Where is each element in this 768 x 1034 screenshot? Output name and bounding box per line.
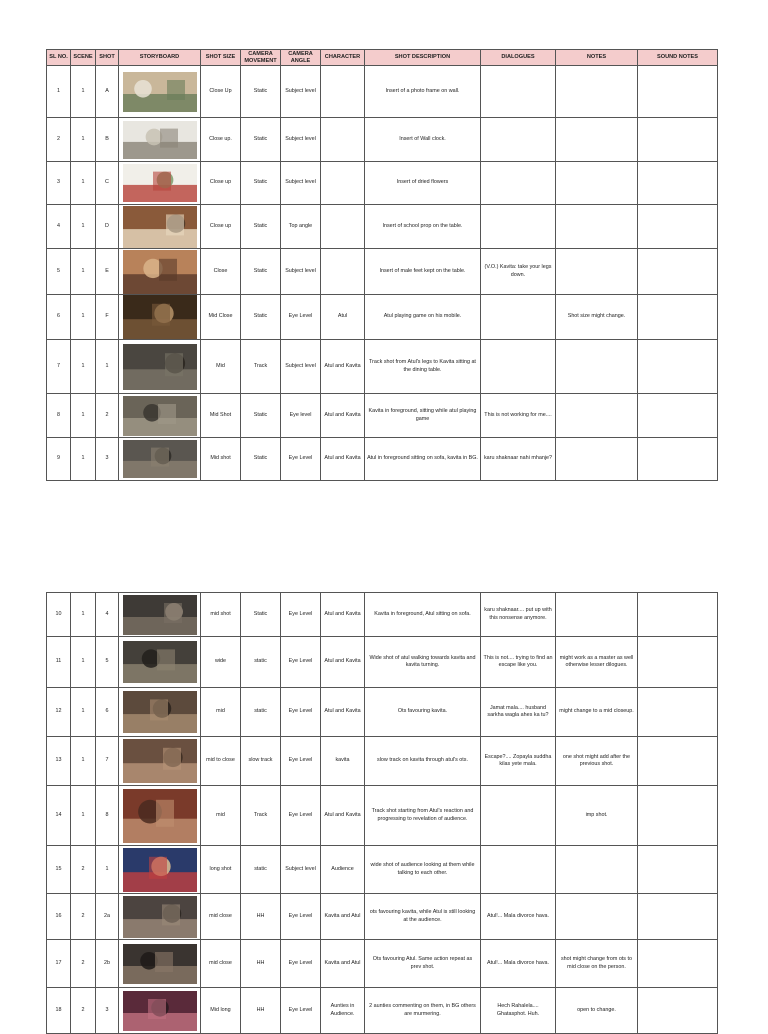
table-row [47, 66, 718, 118]
shot-description-cell: Insert of a photo frame on wall. [365, 66, 481, 118]
shot-description-cell: ots favouring kavita, while Atul is still looking at the audience. [365, 894, 481, 940]
shot-cell: C [96, 162, 119, 205]
sl-no-cell: 12 [47, 688, 71, 737]
character-cell: Audience [321, 846, 365, 894]
storyboard-image [123, 396, 197, 436]
shot-description-cell: Track shot starting from Atul's reaction and progressing to revelation of audience. [365, 786, 481, 846]
storyboard-image [123, 789, 197, 843]
camera-angle-cell: Eye Level [281, 593, 321, 637]
sound-notes-cell [638, 118, 718, 162]
sl-no-cell: 4 [47, 205, 71, 249]
header-row [47, 50, 718, 66]
scene-cell: 1 [71, 637, 96, 688]
camera-movement-cell: slow track [241, 737, 281, 786]
camera-angle-cell: Eye Level [281, 737, 321, 786]
character-cell: Atul and Kavita [321, 340, 365, 394]
dialogue-cell [481, 786, 556, 846]
character-cell [321, 162, 365, 205]
shot-description-cell: Ots favouring Atul. Same action repeat as prev shot. [365, 940, 481, 988]
shot-description-cell: Kavita in foreground, Atul sitting on sofa. [365, 593, 481, 637]
table2-body [47, 593, 718, 1034]
dialogue-cell: karu shaknaar.... put up with this nonsense anymore. [481, 593, 556, 637]
sl-no-cell: 8 [47, 394, 71, 438]
camera-angle-cell: Eye Level [281, 688, 321, 737]
shot-description-cell: Insert of school prop on the table. [365, 205, 481, 249]
shot-description-cell: Insert of male feet kept on the table. [365, 249, 481, 295]
storyboard-cell [119, 988, 201, 1034]
sl-no-cell: 6 [47, 295, 71, 340]
dialogue-cell: karu shaknaar nahi mhanje? [481, 438, 556, 481]
notes-cell [556, 340, 638, 394]
shot-cell: 2 [96, 394, 119, 438]
character-cell: kavita [321, 737, 365, 786]
storyboard-cell [119, 737, 201, 786]
character-cell: Atul and Kavita [321, 786, 365, 846]
shot-size-cell: Mid long [201, 988, 241, 1034]
sound-notes-cell [638, 205, 718, 249]
camera-movement-cell: Static [241, 66, 281, 118]
dialogue-cell [481, 340, 556, 394]
shot-cell: 3 [96, 988, 119, 1034]
shot-cell: 4 [96, 593, 119, 637]
shot-size-cell: Mid shot [201, 438, 241, 481]
dialogue-cell: Jamat mala.... husband sarkha wagla ahes ka tu? [481, 688, 556, 737]
shot-description-cell: Insert of Wall clock. [365, 118, 481, 162]
sl-no-cell: 1 [47, 66, 71, 118]
storyboard-image [123, 440, 197, 478]
storyboard-cell [119, 688, 201, 737]
storyboard-cell [119, 340, 201, 394]
shot-cell: 2a [96, 894, 119, 940]
header-shot: SHOT [96, 50, 119, 66]
table-row [47, 846, 718, 894]
table-row [47, 118, 718, 162]
character-cell: Aunties in Audience. [321, 988, 365, 1034]
shot-size-cell: Mid Close [201, 295, 241, 340]
table-row [47, 249, 718, 295]
character-cell: Atul and Kavita [321, 593, 365, 637]
dialogue-cell: Hech Rahalela.... Ghatasphot. Huh. [481, 988, 556, 1034]
header-dialogues: DIALOGUES [481, 50, 556, 66]
scene-cell: 2 [71, 846, 96, 894]
camera-movement-cell: Static [241, 295, 281, 340]
camera-angle-cell: Eye level [281, 394, 321, 438]
shot-size-cell: Close up. [201, 118, 241, 162]
camera-movement-cell: Track [241, 786, 281, 846]
camera-angle-cell: Subject level [281, 118, 321, 162]
storyboard-cell [119, 637, 201, 688]
dialogue-cell: Atul!... Mala divorce hava. [481, 940, 556, 988]
shot-cell: 1 [96, 340, 119, 394]
sl-no-cell: 10 [47, 593, 71, 637]
character-cell: Atul and Kavita [321, 394, 365, 438]
camera-angle-cell: Eye Level [281, 940, 321, 988]
camera-movement-cell: Static [241, 205, 281, 249]
table-row [47, 988, 718, 1034]
camera-angle-cell: Eye Level [281, 295, 321, 340]
dialogue-cell [481, 162, 556, 205]
sound-notes-cell [638, 66, 718, 118]
scene-cell: 2 [71, 894, 96, 940]
table-row [47, 438, 718, 481]
storyboard-image [123, 991, 197, 1031]
table-row [47, 205, 718, 249]
dialogue-cell [481, 118, 556, 162]
character-cell [321, 205, 365, 249]
shot-description-cell: Atul playing game on his mobile. [365, 295, 481, 340]
table1-body [47, 66, 718, 481]
sl-no-cell: 2 [47, 118, 71, 162]
table-row [47, 593, 718, 637]
storyboard-cell [119, 846, 201, 894]
shot-cell: 6 [96, 688, 119, 737]
sound-notes-cell [638, 988, 718, 1034]
dialogue-cell [481, 295, 556, 340]
shot-size-cell: Close up [201, 205, 241, 249]
shot-description-cell: Kavita in foreground, sitting while atul playing game [365, 394, 481, 438]
camera-angle-cell: Eye Level [281, 637, 321, 688]
table-row [47, 295, 718, 340]
scene-cell: 1 [71, 205, 96, 249]
notes-cell: one shot might add after the previous shot. [556, 737, 638, 786]
camera-movement-cell: Static [241, 249, 281, 295]
notes-cell [556, 593, 638, 637]
table-row [47, 637, 718, 688]
shot-description-cell: slow track on kavita through atul's ots. [365, 737, 481, 786]
sl-no-cell: 13 [47, 737, 71, 786]
shot-cell: E [96, 249, 119, 295]
shot-cell: A [96, 66, 119, 118]
shot-description-cell: wide shot of audience looking at them while talking to each other. [365, 846, 481, 894]
scene-cell: 1 [71, 593, 96, 637]
table-row [47, 394, 718, 438]
camera-movement-cell: Track [241, 340, 281, 394]
character-cell [321, 66, 365, 118]
notes-cell [556, 894, 638, 940]
shot-size-cell: Close [201, 249, 241, 295]
table-row [47, 940, 718, 988]
notes-cell [556, 162, 638, 205]
scene-cell: 1 [71, 438, 96, 481]
header-shot-description: SHOT DESCRIPTION [365, 50, 481, 66]
sound-notes-cell [638, 846, 718, 894]
notes-cell [556, 66, 638, 118]
shot-cell: 2b [96, 940, 119, 988]
camera-angle-cell: Subject level [281, 340, 321, 394]
camera-angle-cell: Subject level [281, 249, 321, 295]
shot-cell: 7 [96, 737, 119, 786]
camera-movement-cell: Static [241, 394, 281, 438]
notes-cell [556, 394, 638, 438]
shot-size-cell: Close Up [201, 66, 241, 118]
camera-angle-cell: Top angle [281, 205, 321, 249]
notes-cell [556, 438, 638, 481]
camera-angle-cell: Eye Level [281, 438, 321, 481]
camera-angle-cell: Subject level [281, 66, 321, 118]
camera-movement-cell: static [241, 688, 281, 737]
sl-no-cell: 17 [47, 940, 71, 988]
sl-no-cell: 14 [47, 786, 71, 846]
shot-size-cell: mid [201, 688, 241, 737]
sl-no-cell: 3 [47, 162, 71, 205]
storyboard-cell [119, 438, 201, 481]
scene-cell: 1 [71, 118, 96, 162]
header-character: CHARACTER [321, 50, 365, 66]
dialogue-cell: (V.O.) Kavita: take your legs down. [481, 249, 556, 295]
table-row [47, 162, 718, 205]
sound-notes-cell [638, 786, 718, 846]
storyboard-image [123, 848, 197, 892]
shot-cell: 3 [96, 438, 119, 481]
sl-no-cell: 5 [47, 249, 71, 295]
sound-notes-cell [638, 894, 718, 940]
shot-cell: 8 [96, 786, 119, 846]
storyboard-cell [119, 786, 201, 846]
shot-description-cell: 2 aunties commenting on them, in BG others are murmering. [365, 988, 481, 1034]
storyboard-image [123, 344, 197, 390]
storyboard-image [123, 691, 197, 733]
character-cell [321, 118, 365, 162]
storyboard-image [123, 641, 197, 683]
shot-description-cell: Atul in foreground sitting on sofa, kavita in BG. [365, 438, 481, 481]
dialogue-cell: This is not working for me.... [481, 394, 556, 438]
storyboard-cell [119, 295, 201, 340]
dialogue-cell: Escape?.... Zopayla suddha kilas yete mala. [481, 737, 556, 786]
sound-notes-cell [638, 593, 718, 637]
character-cell: Kavita and Atul [321, 894, 365, 940]
notes-cell: imp shot. [556, 786, 638, 846]
storyboard-cell [119, 205, 201, 249]
sound-notes-cell [638, 295, 718, 340]
shot-description-cell: Insert of dried flowers [365, 162, 481, 205]
camera-movement-cell: static [241, 846, 281, 894]
storyboard-cell [119, 118, 201, 162]
notes-cell: Shot size might change. [556, 295, 638, 340]
notes-cell [556, 118, 638, 162]
storyboard-image [123, 944, 197, 984]
scene-cell: 1 [71, 737, 96, 786]
character-cell: Atul and Kavita [321, 688, 365, 737]
character-cell: Atul and Kavita [321, 438, 365, 481]
camera-movement-cell: HH [241, 940, 281, 988]
storyboard-cell [119, 593, 201, 637]
camera-movement-cell: HH [241, 894, 281, 940]
scene-cell: 1 [71, 295, 96, 340]
notes-cell: open to change. [556, 988, 638, 1034]
notes-cell [556, 205, 638, 249]
sound-notes-cell [638, 340, 718, 394]
shot-description-cell: Track shot from Atul's legs to Kavita sitting at the dining table. [365, 340, 481, 394]
camera-movement-cell: Static [241, 162, 281, 205]
storyboard-cell [119, 162, 201, 205]
storyboard-cell [119, 394, 201, 438]
notes-cell [556, 846, 638, 894]
shot-cell: D [96, 205, 119, 249]
storyboard-cell [119, 66, 201, 118]
dialogue-cell: Atul!... Mala divorce hava. [481, 894, 556, 940]
scene-cell: 1 [71, 688, 96, 737]
sl-no-cell: 15 [47, 846, 71, 894]
camera-movement-cell: Static [241, 118, 281, 162]
scene-cell: 1 [71, 162, 96, 205]
scene-cell: 1 [71, 394, 96, 438]
shot-size-cell: wide [201, 637, 241, 688]
camera-movement-cell: Static [241, 593, 281, 637]
storyboard-image [123, 896, 197, 938]
scene-cell: 1 [71, 786, 96, 846]
storyboard-cell [119, 249, 201, 295]
sl-no-cell: 11 [47, 637, 71, 688]
sound-notes-cell [638, 940, 718, 988]
shot-size-cell: Mid Shot [201, 394, 241, 438]
scene-cell: 1 [71, 340, 96, 394]
storyboard-image [123, 595, 197, 635]
scene-cell: 1 [71, 249, 96, 295]
storyboard-cell [119, 894, 201, 940]
dialogue-cell [481, 66, 556, 118]
shot-cell: 5 [96, 637, 119, 688]
shot-list-table-continued [46, 592, 718, 1034]
notes-cell: might change to a mid closeup. [556, 688, 638, 737]
shot-size-cell: mid to close [201, 737, 241, 786]
sound-notes-cell [638, 394, 718, 438]
header-storyboard: STORYBOARD [119, 50, 201, 66]
storyboard-image [123, 250, 197, 294]
shot-size-cell: Mid [201, 340, 241, 394]
storyboard-image [123, 206, 197, 248]
header-sound-notes: SOUND NOTES [638, 50, 718, 66]
camera-angle-cell: Eye Level [281, 988, 321, 1034]
camera-movement-cell: HH [241, 988, 281, 1034]
sound-notes-cell [638, 637, 718, 688]
shot-description-cell: Ots favouring kavita. [365, 688, 481, 737]
shot-description-cell: Wide shot of atul walking towards kavita and kavita turning. [365, 637, 481, 688]
header-scene: SCENE [71, 50, 96, 66]
camera-movement-cell: Static [241, 438, 281, 481]
scene-cell: 2 [71, 988, 96, 1034]
scene-cell: 1 [71, 66, 96, 118]
camera-angle-cell: Subject level [281, 846, 321, 894]
scene-cell: 2 [71, 940, 96, 988]
shot-size-cell: mid [201, 786, 241, 846]
dialogue-cell: This is not.... trying to find an escape like you. [481, 637, 556, 688]
shot-size-cell: mid close [201, 894, 241, 940]
header-camera-movement: CAMERA MOVEMENT [241, 50, 281, 66]
dialogue-cell [481, 205, 556, 249]
shot-size-cell: long shot [201, 846, 241, 894]
character-cell: Kavita and Atul [321, 940, 365, 988]
table-row [47, 340, 718, 394]
table-row [47, 894, 718, 940]
header-camera-angle: CAMERA ANGLE [281, 50, 321, 66]
sl-no-cell: 9 [47, 438, 71, 481]
shot-list-table [46, 49, 718, 481]
sound-notes-cell [638, 438, 718, 481]
sound-notes-cell [638, 249, 718, 295]
storyboard-image [123, 739, 197, 783]
shot-size-cell: mid close [201, 940, 241, 988]
character-cell: Atul [321, 295, 365, 340]
storyboard-image [123, 164, 197, 202]
table-row [47, 786, 718, 846]
camera-angle-cell: Eye Level [281, 786, 321, 846]
notes-cell: shot might change from ots to mid close on the person. [556, 940, 638, 988]
storyboard-image [123, 72, 197, 112]
notes-cell [556, 249, 638, 295]
shot-cell: 1 [96, 846, 119, 894]
storyboard-image [123, 121, 197, 159]
character-cell: Atul and Kavita [321, 637, 365, 688]
sound-notes-cell [638, 162, 718, 205]
sound-notes-cell [638, 688, 718, 737]
camera-movement-cell: static [241, 637, 281, 688]
camera-angle-cell: Subject level [281, 162, 321, 205]
storyboard-image [123, 295, 197, 339]
header-sl-no: SL NO. [47, 50, 71, 66]
table-row [47, 688, 718, 737]
shot-size-cell: mid shot [201, 593, 241, 637]
storyboard-cell [119, 940, 201, 988]
table-row [47, 737, 718, 786]
character-cell [321, 249, 365, 295]
sound-notes-cell [638, 737, 718, 786]
sl-no-cell: 7 [47, 340, 71, 394]
dialogue-cell [481, 846, 556, 894]
shot-size-cell: Close up [201, 162, 241, 205]
header-notes: NOTES [556, 50, 638, 66]
header-shot-size: SHOT SIZE [201, 50, 241, 66]
camera-angle-cell: Eye Level [281, 894, 321, 940]
notes-cell: might work as a master as well otherwise lesser dilogues. [556, 637, 638, 688]
sl-no-cell: 18 [47, 988, 71, 1034]
shot-cell: B [96, 118, 119, 162]
shot-cell: F [96, 295, 119, 340]
sl-no-cell: 16 [47, 894, 71, 940]
